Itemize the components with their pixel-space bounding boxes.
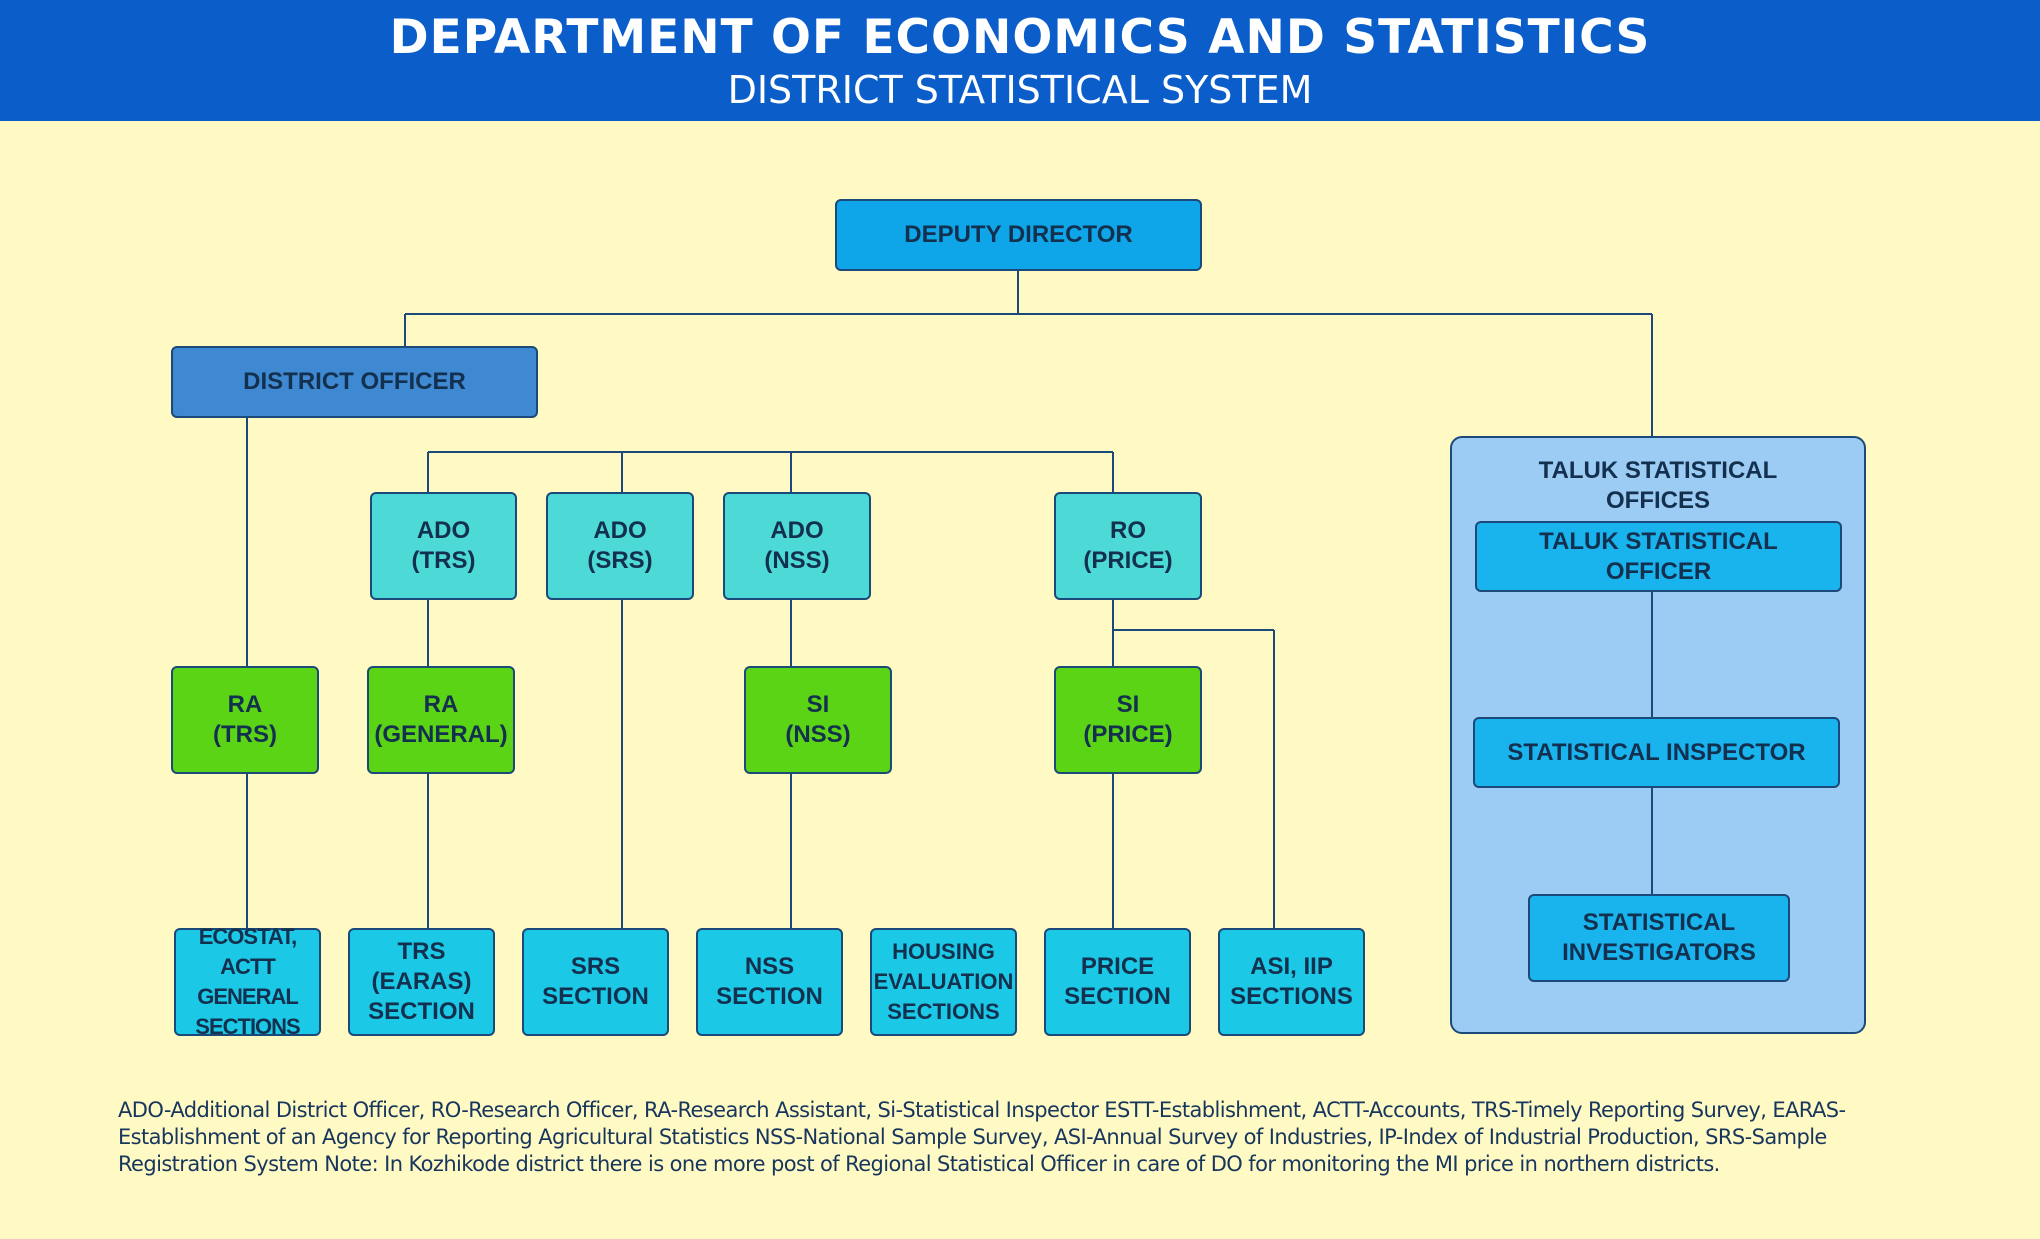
ado-trs-box: ADO (TRS) [370,492,517,600]
page-subtitle: DISTRICT STATISTICAL SYSTEM [727,68,1313,112]
housing-evaluation-sections-box: HOUSING EVALUATION SECTIONS [870,928,1017,1036]
deputy-director-box: DEPUTY DIRECTOR [835,199,1202,271]
abbreviations-footnote: ADO-Additional District Officer, RO-Research Officer, RA-Research Assistant, Si-Statistical Inspector ESTT-Establishment, ACTT-Accounts, TRS-Timely Reporting Survey, EARAS-Establishment of an Agency for Reporting Agricultural Statistics NSS-National Sample Survey, ASI-Annual Survey of Industries, IP-Index of Industrial Production, SRS-Sample Registration System Note: In Kozhikode district there is one more post of Regional Statistical Officer in care of DO for monitoring the MI price in northern districts. [118,1098,1846,1176]
statistical-investigators-box: STATISTICAL INVESTIGATORS [1528,894,1790,982]
statistical-inspector-box: STATISTICAL INSPECTOR [1473,717,1840,788]
si-nss-box: SI (NSS) [744,666,892,774]
ra-trs-box: RA (TRS) [171,666,319,774]
page-title: DEPARTMENT OF ECONOMICS AND STATISTICS [389,10,1651,65]
page-header [0,0,2040,121]
ro-price-box: RO (PRICE) [1054,492,1202,600]
asi-iip-sections-box: ASI, IIP SECTIONS [1218,928,1365,1036]
trs-earas-section-box: TRS (EARAS) SECTION [348,928,495,1036]
ado-srs-box: ADO (SRS) [546,492,694,600]
ra-general-box: RA (GENERAL) [367,666,515,774]
srs-section-box: SRS SECTION [522,928,669,1036]
district-officer-box: DISTRICT OFFICER [171,346,538,418]
price-section-box: PRICE SECTION [1044,928,1191,1036]
nss-section-box: NSS SECTION [696,928,843,1036]
si-price-box: SI (PRICE) [1054,666,1202,774]
taluk-statistical-officer-box: TALUK STATISTICAL OFFICER [1475,521,1842,592]
taluk-offices-title: TALUK STATISTICAL OFFICES [1538,457,1778,514]
ecostat-sections-box: ECOSTAT, ACTT GENERAL SECTIONS [174,928,321,1036]
ado-nss-box: ADO (NSS) [723,492,871,600]
